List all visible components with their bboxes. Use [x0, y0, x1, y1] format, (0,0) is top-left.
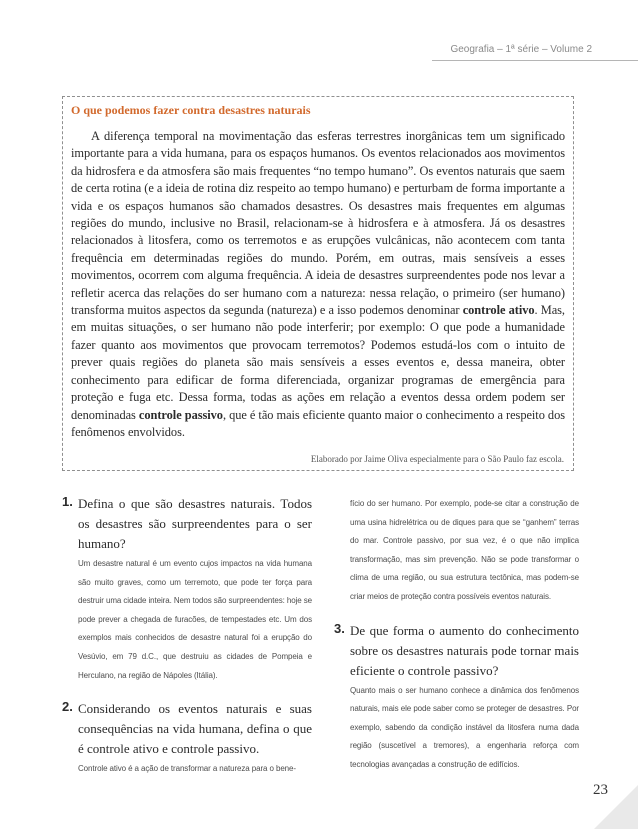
page-corner-decoration	[594, 785, 638, 829]
right-column	[334, 494, 579, 775]
box-text-part-a: A diferença temporal na movimentação das esferas terrestres inorgânicas tem um significado importante para a vida humana, para os espaços humanos. Os eventos relacionados aos movimentos da hidrosfera e da atmosfera são mais frequentes “no tempo humano”. Os eventos naturais que saem de certa rotina (e a ideia de rotina diz respeito ao tempo humano) e perturbam de forma importante a vida e os espaços humanos são chamados desastres. Os desastres mais frequentes em algumas regiões do mundo, inclusive no Brasil, relacionam-se à hidrosfera e à atmosfera. Já os desastres relacionados à litosfera, como os terremotos e as erupções vulcânicas, não acontecem com tanta frequência em determinadas regiões do mundo. Porém, em outras, mais sensíveis a esses movimentos, ocorrem com alguma frequência. A ideia de desastres surpreendentes pode nos levar a refletir acerca das relações do ser humano com a natureza: nessa relação, o primeiro (ser humano) transforma muitos aspectos da segunda (natureza) e a isso podemos denominar	[71, 129, 565, 318]
box-credit: Elaborado por Jaime Oliva especialmente para o São Paulo faz escola.	[310, 454, 564, 464]
answer-text: Quanto mais o ser humano conhece a dinâmica dos fenômenos naturais, mais ele pode saber como se proteger de desastres. Por exemplo, sabendo da condição instável da litosfera numa dada região (suscetível a tremores), a engenharia reforça com tecnologias avançadas a construção de edifícios.	[350, 685, 579, 769]
question-number: 2.	[62, 699, 73, 715]
page-number: 23	[593, 782, 608, 798]
box-title: O que podemos fazer contra desastres naturais	[71, 103, 311, 117]
question-text: Considerando os eventos naturais e suas consequências na vida humana, defina o que é controle ativo e controle passivo.	[78, 701, 312, 757]
box-paragraph	[71, 128, 565, 441]
term-controle-passivo: controle passivo	[138, 407, 223, 422]
question-text: Defina o que são desastres naturais. Todos os desastres são surpreendentes para o ser humano?	[78, 496, 312, 551]
left-column	[62, 494, 312, 779]
answer-text: Controle ativo é a ação de transformar a natureza para o bene-	[78, 764, 296, 774]
question-2	[62, 699, 312, 779]
running-header: Geografia – 1ª série – Volume 2	[450, 44, 592, 55]
question-number: 1.	[62, 494, 73, 509]
header-rule	[432, 60, 638, 61]
question-2-continued	[334, 495, 579, 607]
answer-text-continued: fício do ser humano. Por exemplo, pode-se citar a construção de uma usina hidrelétrica ou de diques para que se “ganhem” terras do mar. Controle passivo, por sua vez, é o que não implica transformação, mas sim prevenção. Não se pode transformar o clima de uma região, ou sua estrutura tectônica, mas podem-se criar meios de proteção contra possíveis eventos naturais.	[350, 499, 579, 601]
question-1	[62, 494, 312, 685]
term-controle-ativo: controle ativo	[462, 303, 535, 318]
question-number: 3.	[334, 620, 345, 636]
box-text-part-b: . Mas, em muitas situações, o ser humano não pode interferir; por exemplo: O que pode a humanidade fazer quanto aos movimentos que provocam terremotos? Podemos estudá-los com o intuito de prever quais regiões do planeta são mais sensíveis a esses eventos e, dessa maneira, obter conhecimento para edificar de forma diferenciada, organizar programas de emergência para proteção e fuga etc. Dessa forma, todas as ações em relação a eventos dessa ordem podem ser denominadas	[71, 303, 565, 422]
reading-box	[62, 96, 574, 471]
question-text: De que forma o aumento do conhecimento sobre os desastres naturais pode tornar mais eficiente o controle passivo?	[350, 622, 579, 678]
answer-text: Um desastre natural é um evento cujos impactos na vida humana são muito graves, como um terremoto, que pode ter força para destruir uma cidade inteira. Nem todos são surpreendentes: hoje se pode prever a chegada de furacões, de tempestades etc. Um dos exemplos mais conhecidos de desastre natural foi a erupção do Vesúvio, em 79 d.C., que destruiu as cidades de Pompeia e Herculano, na região de Nápoles (Itália).	[78, 559, 312, 680]
box-text-part-c: , que é tão mais eficiente quanto maior o conhecimento a respeito dos fenômenos envolvidos.	[71, 407, 565, 439]
question-3	[334, 621, 579, 775]
